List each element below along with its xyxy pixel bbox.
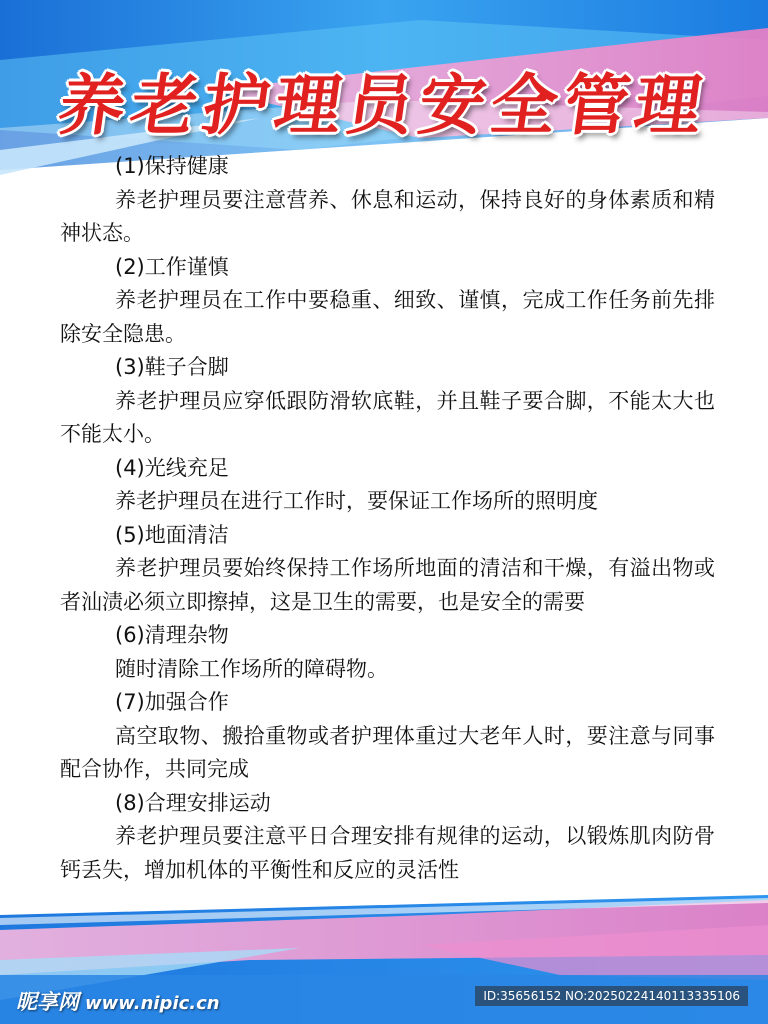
section-body: 养老护理员在进行工作时，要保证工作场所的照明度 [115, 489, 598, 513]
section-heading: (1)保持健康 [115, 154, 229, 178]
section-heading: (6)清理杂物 [115, 623, 229, 647]
content-body [60, 150, 715, 887]
watermark-brand: 昵享网 [16, 990, 79, 1014]
section-body: 高空取物、搬拾重物或者护理体重过大老年人时，要注意与同事配合协作，共同完成 [60, 723, 715, 781]
section-heading: (7)加强合作 [115, 690, 229, 714]
section-body: 随时清除工作场所的障碍物。 [115, 656, 388, 681]
page-title: 养老护理员安全管理 [53, 66, 713, 144]
section-heading: (5)地面清洁 [115, 522, 229, 547]
section-body: 养老护理员要注意平日合理安排有规律的运动，以锻炼肌肉防骨钙丢失，增加机体的平衡性和反应的灵活性 [60, 824, 715, 882]
watermark-url: www.nipic.cn [85, 993, 220, 1014]
section-heading: (4)光线充足 [115, 455, 229, 480]
section-heading: (8)合理安排运动 [115, 790, 271, 815]
section-body: 养老护理员要始终保持工作场所地面的清洁和干燥，有溢出物或者汕渍必须立即擦掉，这是卫生的需要，也是安全的需要 [60, 556, 715, 614]
section-heading: (2)工作谨慎 [115, 254, 229, 279]
section-body: 养老护理员要注意营养、休息和运动，保持良好的身体素质和精神状态。 [60, 187, 715, 245]
watermark-logo [16, 986, 220, 1016]
image-id-label: ID:35656152 NO:20250224140113335106 [475, 986, 748, 1006]
section-body: 养老护理员在工作中要稳重、细致、谨慎，完成工作任务前先排除安全隐患。 [60, 288, 715, 346]
section-heading: (3)鞋子合脚 [115, 355, 229, 379]
section-body: 养老护理员应穿低跟防滑软底鞋，并且鞋子要合脚，不能太大也不能太小。 [60, 388, 715, 446]
